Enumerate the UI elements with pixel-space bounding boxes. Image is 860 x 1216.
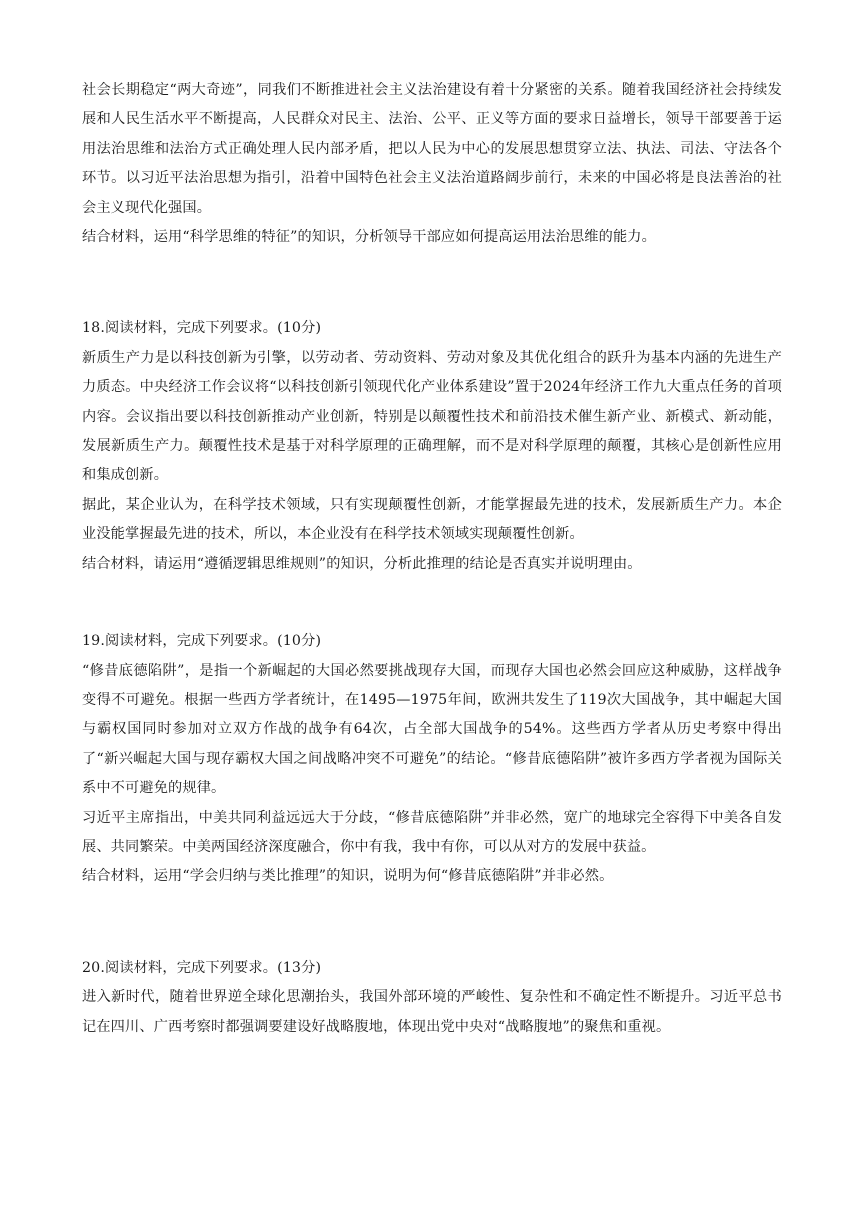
q18-heading: 18.阅读材料，完成下列要求。(10分) xyxy=(82,320,322,337)
q19-prompt: 结合材料，运用“学会归纳与类比推理”的知识，说明为何“修昔底德陷阱”并非必然。 xyxy=(82,868,614,885)
q17-prompt: 结合材料，运用“科学思维的特征”的知识，分析领导干部应如何提高运用法治思维的能力。 xyxy=(82,229,656,246)
exam-content xyxy=(82,76,782,1042)
answer-space-19 xyxy=(82,892,782,954)
q20-heading: 20.阅读材料，完成下列要求。(13分) xyxy=(82,959,322,976)
q20-material-1: 进入新时代，随着世界逆全球化思潮抬头，我国外部环境的严峻性、复杂性和不确定性不断提升。习近平总书记在四川、广西考察时都强调要建设好战略腹地，体现出党中央对“战略腹地”的聚焦和重视。 xyxy=(82,989,782,1035)
q18-material-2: 据此，某企业认为，在科学技术领域，只有实现颠覆性创新，才能掌握最先进的技术，发展新质生产力。本企业没能掌握最先进的技术，所以，本企业没有在科学技术领域实现颠覆性创新。 xyxy=(82,496,782,543)
q19-material-2: 习近平主席指出，中美共同利益远远大于分歧，“修昔底德陷阱”并非必然，宽广的地球完全容得下中美各自发展、共同繁荣。中美两国经济深度融合，你中有我，我中有你，可以从对方的发展中获益。 xyxy=(82,809,782,855)
answer-space-17 xyxy=(82,252,782,314)
q18-prompt: 结合材料，请运用“遵循逻辑思维规则”的知识，分析此推理的结论是否真实并说明理由。 xyxy=(82,555,642,572)
q19-heading: 19.阅读材料，完成下列要求。(10分) xyxy=(82,633,322,650)
answer-space-18 xyxy=(82,579,782,627)
q18-material-1: 新质生产力是以科技创新为引擎，以劳动者、劳动资料、劳动对象及其优化组合的跃升为基本内涵的先进生产力质态。中央经济工作会议将“以科技创新引领现代化产业体系建设”置于2024年经济工作九大重点任务的首项内容。会议指出要以科技创新推动产业创新，特别是以颠覆性技术和前沿技术催生新产业、新模式、新动能，发展新质生产力。颠覆性技术是基于对科学原理的正确理解，而不是对科学原理的颠覆，其核心是创新性应用和集成创新。 xyxy=(82,349,782,484)
q19-material-1: “修昔底德陷阱”，是指一个新崛起的大国必然要挑战现存大国，而现存大国也必然会回应这种威胁，这样战争变得不可避免。根据一些西方学者统计，在1495—1975年间，欧洲共发生了119次大国战争，其中崛起大国与霸权国同时参加对立双方作战的战争有64次，占全部大国战争的54%。这些西方学者从历史考察中得出了“新兴崛起大国与现存霸权大国之间战略冲突不可避免”的结论。“修昔底德陷阱”被许多西方学者视为国际关系中不可避免的规律。 xyxy=(82,662,782,797)
q17-material-text: 社会长期稳定“两大奇迹”，同我们不断推进社会主义法治建设有着十分紧密的关系。随着我国经济社会持续发展和人民生活水平不断提高，人民群众对民主、法治、公平、正义等方面的要求日益增长，领导干部要善于运用法治思维和法治方式正确处理人民内部矛盾，把以人民为中心的发展思想贯穿立法、执法、司法、守法各个环节。以习近平法治思想为指引，沿着中国特色社会主义法治道路阔步前行，未来的中国必将是良法善治的社会主义现代化强国。 xyxy=(82,82,782,216)
